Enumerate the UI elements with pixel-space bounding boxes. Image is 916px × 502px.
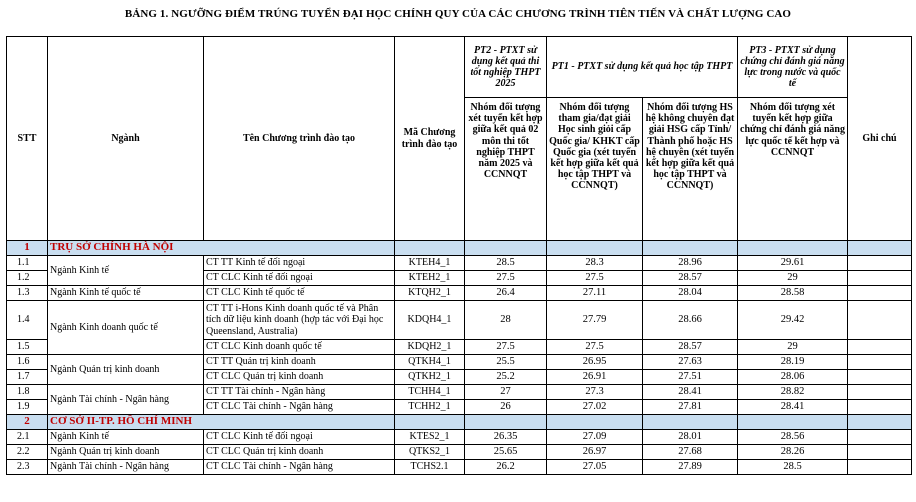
table-row: 1.5 CT CLC Kinh doanh quốc tế KDQH2_1 27.5 27.5 28.57 29 xyxy=(7,340,912,355)
nganh-cell: Ngành Tài chính - Ngân hàng xyxy=(48,385,204,415)
table-row: 1.9 CT CLC Tài chính - Ngân hàng TCHH2_1 26 27.02 27.81 28.41 xyxy=(7,400,912,415)
header-ten-chuong-trinh: Tên Chương trình đào tạo xyxy=(204,37,395,241)
header-ma-chuong-trinh: Mã Chương trình đào tạo xyxy=(395,37,465,241)
table-title: BẢNG 1. NGƯỠNG ĐIỂM TRÚNG TUYỂN ĐẠI HỌC CHÍNH QUY CỦA CÁC CHƯƠNG TRÌNH TIÊN TIẾN VÀ CHẤT LƯỢNG CAO xyxy=(124,8,792,20)
nganh-cell: Ngành Tài chính - Ngân hàng xyxy=(48,460,204,475)
subheader-pt3: Nhóm đối tượng xét tuyển kết hợp giữa chứng chỉ đánh giá năng lực quốc tế kết hợp và CCNNQT xyxy=(738,98,848,241)
table-row: 1.1 Ngành Kinh tế CT TT Kinh tế đối ngoại KTEH4_1 28.5 28.3 28.96 29.61 xyxy=(7,256,912,271)
nganh-cell: Ngành Kinh tế quốc tế xyxy=(48,286,204,301)
table-row: 1.6 Ngành Quản trị kinh doanh CT TT Quản trị kinh doanh QTKH4_1 25.5 26.95 27.63 28.19 xyxy=(7,355,912,370)
header-ghi-chu: Ghi chú xyxy=(848,37,912,241)
header-pt3: PT3 - PTXT sử dụng chứng chỉ đánh giá năng lực trong nước và quốc tế xyxy=(738,37,848,98)
nganh-cell: Ngành Quản trị kinh doanh xyxy=(48,355,204,385)
table-row: 1.2 CT CLC Kinh tế đối ngoại KTEH2_1 27.5 27.5 28.57 29 xyxy=(7,271,912,286)
table-row: 1.4 Ngành Kinh doanh quốc tế CT TT i-Hons Kinh doanh quốc tế và Phân tích dữ liệu kinh doanh (hợp tác với Đại học Queensland, Australia) KDQH4_1 28 27.79 28.66 29.42 xyxy=(7,301,912,340)
header-pt1: PT1 - PTXT sử dụng kết quả học tập THPT xyxy=(547,37,738,98)
header-nganh: Ngành xyxy=(48,37,204,241)
table-row: 1.8 Ngành Tài chính - Ngân hàng CT TT Tài chính - Ngân hàng TCHH4_1 27 27.3 28.41 28.82 xyxy=(7,385,912,400)
header-pt2: PT2 - PTXT sử dụng kết quả thi tốt nghiệp THPT 2025 xyxy=(465,37,547,98)
section-title: TRỤ SỞ CHÍNH HÀ NỘI xyxy=(48,241,395,256)
table-row: 2.1 Ngành Kinh tế CT CLC Kinh tế đối ngoại KTES2_1 26.35 27.09 28.01 28.56 xyxy=(7,430,912,445)
subheader-pt1-provincial: Nhóm đối tượng HS hệ không chuyên đạt giải HSG cấp Tỉnh/ Thành phố hoặc HS hệ chuyên (xét tuyển kết hợp giữa kết quả học tập THPT và CCNNQT) xyxy=(643,98,738,241)
admission-score-table xyxy=(6,36,912,475)
subheader-pt1-national: Nhóm đối tượng tham gia/đạt giải Học sinh giỏi cấp Quốc gia/ KHKT cấp Quốc gia (xét tuyển kết hợp giữa kết quả học tập THPT và CCNNQT) xyxy=(547,98,643,241)
section-stt: 1 xyxy=(7,241,48,256)
table-row: 2.2 Ngành Quản trị kinh doanh CT CLC Quản trị kinh doanh QTKS2_1 25.65 26.97 27.68 28.26 xyxy=(7,445,912,460)
section-title: CƠ SỞ II-TP. HỒ CHÍ MINH xyxy=(48,415,395,430)
header-row-1 xyxy=(7,37,912,98)
table-row: 2.3 Ngành Tài chính - Ngân hàng CT CLC Tài chính - Ngân hàng TCHS2.1 26.2 27.05 27.89 28.5 xyxy=(7,460,912,475)
table-row: 1.7 CT CLC Quản trị kinh doanh QTKH2_1 25.2 26.91 27.51 28.06 xyxy=(7,370,912,385)
section-stt: 2 xyxy=(7,415,48,430)
header-stt: STT xyxy=(7,37,48,241)
table-row: 1.3 Ngành Kinh tế quốc tế CT CLC Kinh tế quốc tế KTQH2_1 26.4 27.11 28.04 28.58 xyxy=(7,286,912,301)
nganh-cell: Ngành Kinh doanh quốc tế xyxy=(48,301,204,355)
section-row-hanoi xyxy=(7,241,912,256)
nganh-cell: Ngành Kinh tế xyxy=(48,256,204,286)
nganh-cell: Ngành Quản trị kinh doanh xyxy=(48,445,204,460)
nganh-cell: Ngành Kinh tế xyxy=(48,430,204,445)
subheader-pt2: Nhóm đối tượng xét tuyển kết hợp giữa kết quả 02 môn thi tốt nghiệp THPT năm 2025 và CCNNQT xyxy=(465,98,547,241)
section-row-hcm xyxy=(7,415,912,430)
